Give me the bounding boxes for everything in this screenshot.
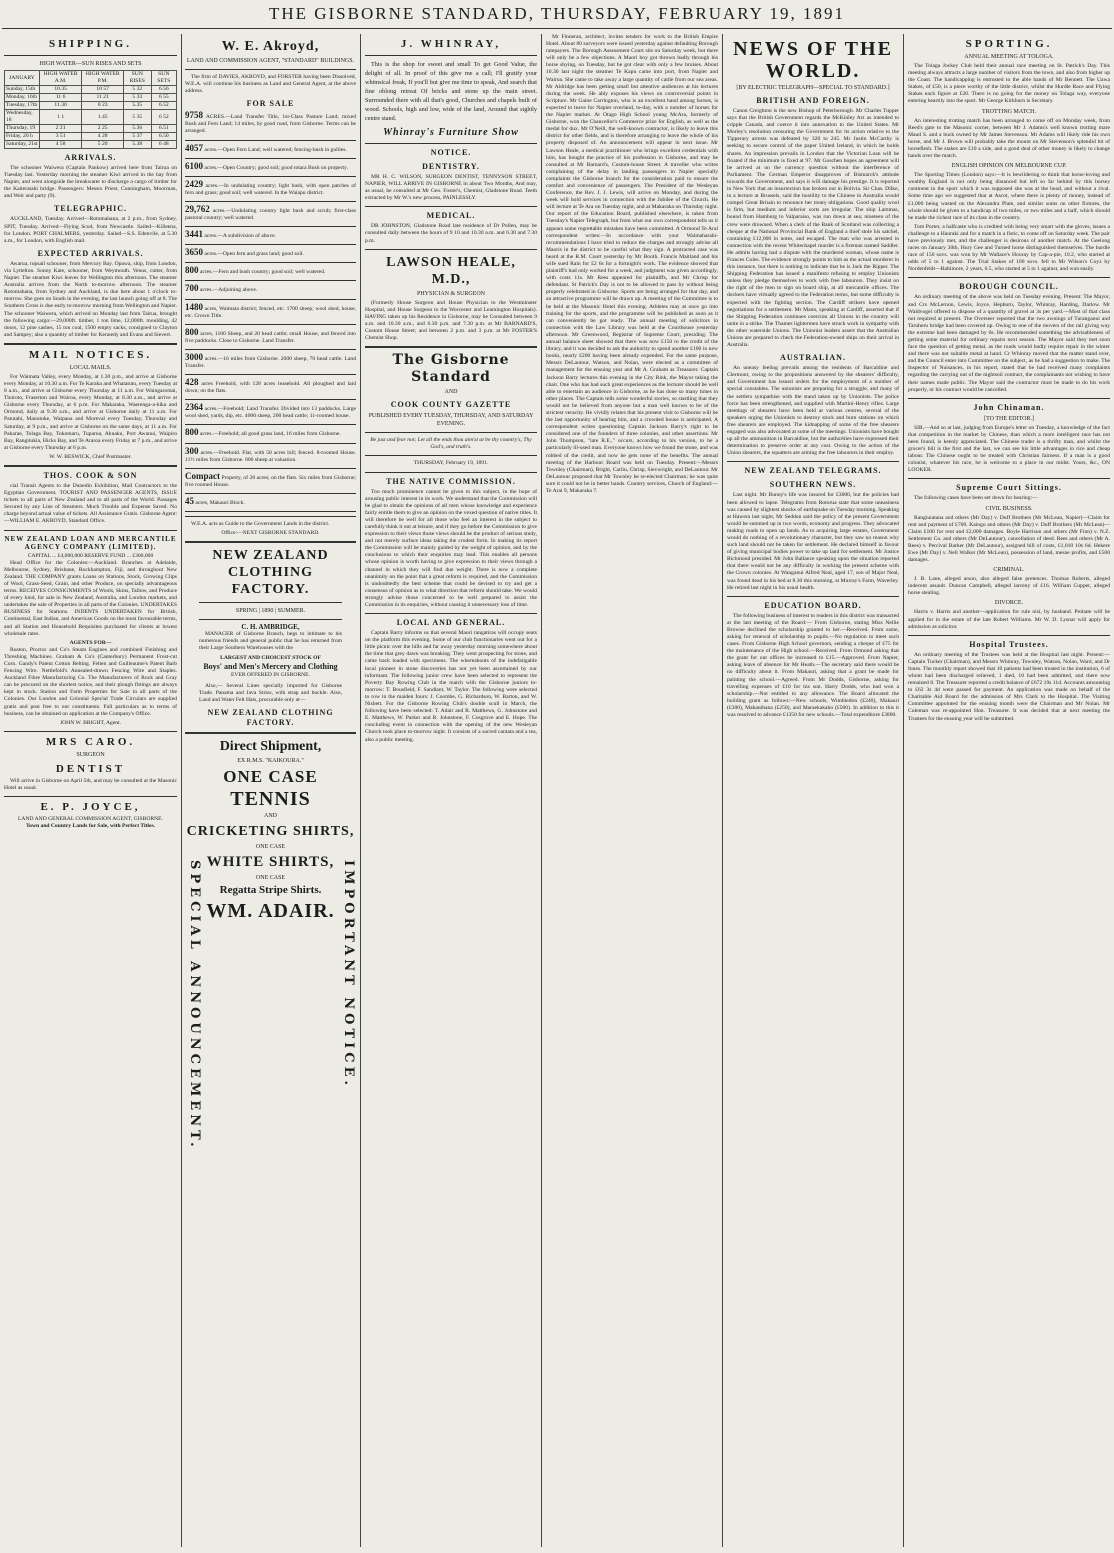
- land-lot-acres: 3650: [185, 247, 203, 258]
- land-lot-rule: [185, 140, 356, 141]
- land-lot: [185, 231, 356, 240]
- land-lot: [185, 112, 356, 135]
- english-opinion-heading: ENGLISH OPINION ON MELBOURNE CUP.: [951, 163, 1067, 170]
- tide-cell: 11 6: [39, 94, 82, 102]
- land-lot: [185, 429, 356, 438]
- supreme-court-heading: Supreme Court Sittings.: [956, 483, 1062, 493]
- southern-news-text: Last night. Mr Bunny's life was insured for £3000, but the policies had been allowed to lapse. Telegrams from Rotorua state that some uneasiness was caused by slightest shocks of earthquake on Tuesday morning. Speaking at Hawera last night, Mr Seddon said the policy of the present Government would be summed up in two words, economy and progress. They advocated making roads to open up lands. As to acquiring large estates, Government would do nothing of a revolutionary character, but they saw no reason why such land should not be taken for settlement. He declared himself in favour of giving municipal bodies power to take up land for settlement. Mr Justice Richmond presided. Mr John Ballance speaking upon the situation reported that there would not be any difficulty in working the present scheme with the Crown colonies. At Wanganui Alfred Neal, aged 17, son of Major Neal, was found dead in his bed at 8.30 this morning, at Murray's Farm, Waverley. He retired last night in his usual health.: [727, 492, 899, 591]
- land-lot-rule: [185, 443, 356, 444]
- tide-cell: 2 21: [39, 125, 82, 133]
- dentistry-heading: DENTISTRY.: [422, 162, 480, 171]
- australian-heading: AUSTRALIAN.: [780, 353, 846, 363]
- column-news: [727, 34, 899, 1547]
- mail-signature: W. W. BESWICK, Chief Postmaster.: [49, 453, 132, 460]
- expected-text: Awarua, topsail schooner, from Mercury Bay. Opawa, ship, from London, via Lyttelton. Sonny Kate, schooner, from Weymouth. Venus, cutter, from Napier. The steamer Kiwi leaves for Wellington this afternoon. The steamer Australia arrives from the North to-morrow afternoon. The steamer Rotomahana, from Sydney and Auckland, is due here about 1 o'clock to-morrow. She goes on South in the evening, the last launch going off at 8. The Southern Cross is due early to-morrow morning from Wellington and Napier. The schooner Waiwera, which arrived on Monday last from Tairua, brought the following cargo:—29,000ft. timber, 1 ton lime, 12,000ft. moulding, 42 doors, 12 pine sashes, 15 ton coal, 1500 empty sacks, consigned to Clayton and Sampey; also a quantity of timber for Kennedy and Evans and Sievert.: [4, 260, 177, 338]
- education-board-text: The following business of interest to readers in this district was transacted at the last meeting of the Board:— From Gisborne, stating Miss Nellie Browne declined the scholarship granted to her.—Received. From same, asking for renewal of scholarship to pupils.—No regulation to meet such cases. From Gisborne High School governors, sending a cheque of £75 for the maintenance of the High school.—Received. From Ormond asking that the grant for out offices be increased to £15.—Approved. From Napier, asking leave of absence for Mr Heath.—The secretary said there would be no difficulty about it. From Makauri, asking that a grant be made for painting the school.—Agreed. From Mr Dodds, Gisborne, asking for travelling expenses of £10 for his son. Harry Dodds, who had won a scholarship.—Not entitled to any allowance. The Board allocated the building grant as follows:—New schools, Wimbledon (£240), Makauri (£300), Mahanihana (£250), and Maraekakaho (£500). In addition to this it was resolved to advance £1350 for new schools.—Total expenditure £3800.: [727, 612, 899, 719]
- local-general-text: Captain Barry informs us that several Maori rangatiras will occupy seats on the platform this evening. Some of our club functionaries went out for a little picnic over the hills and far away yesterday morning somewhere about the time that grey dawn was breaking. They went prospecting for stone, and came back loaded with specimens. The whereabouts of the indefatigable local pioneer in stone discoveries has not yet been ascertained by our informant. The following junior crew have been selected to represent the Poverty Bay Rowing Club in the match with the Gisborne juniors to-morrow: T. Bousfield, F. Sandlant, W. Taylor. The following were selected to row in the maiden fours: J. Coombe, G. Richardson, W. Barton, and W. Nisbett. For the Gisborne Rowing Club's double scull in March, the following have been selected: T. Adair and R. Matthews, G. Johnstone and E. Matthews, W. Parker and R. Johnstone, F. Cosgrove and E. Hope. The concluding event in connection with the opening of the new Wesleyan Church took place to-morrow night. It consists of a sacred cantata and a tea, also a public meeting.: [365, 630, 537, 743]
- land-lot-acres: 2429: [185, 178, 203, 189]
- land-lot-text: acres, Makauri Block.: [195, 499, 245, 506]
- education-board-heading: EDUCATION BOARD.: [764, 600, 862, 610]
- tide-cell: Wednesday, 18: [5, 110, 40, 125]
- whinray-heading: J. WHINRAY,: [400, 38, 502, 50]
- column-local-notes: [546, 34, 718, 1547]
- tide-cell: Monday, 16th: [5, 94, 40, 102]
- telegraphic-heading: TELEGRAPHIC.: [53, 204, 128, 214]
- tide-cell: 5.35: [124, 102, 152, 110]
- land-lot-rule: [185, 374, 356, 375]
- supreme-court-intro: The following cases have been set down for hearing:—: [914, 495, 1038, 502]
- medical-heading: MEDICAL.: [426, 211, 476, 221]
- paper-subtitle: COOK COUNTY GAZETTE: [390, 400, 512, 410]
- tide-cell: 0 23: [82, 102, 124, 110]
- one-case-1: ONE CASE: [223, 767, 318, 787]
- clothing-manager: C. H. AMBRIDGE,: [241, 623, 300, 632]
- tide-cell: 1 1: [39, 110, 82, 125]
- mail-subheading: LOCAL MAILS.: [69, 364, 112, 371]
- tide-cell: 6.51: [151, 125, 176, 133]
- sporting-notes-text: Tom Porter, a halfcaste who is credited with being very smart with the gloves, issues a challenge to a Hauraki and for a match in a fistic, to come off on Saturday week. The pair have previously met, and the challenger is desirous of another match. At the Geelong races on January 30th, Hury Gee and Turned horse distinguished themselves. The hurdle race of 150 sovs. was won by Mr Wallace's Hooray by Cap-a-pie, 10.2, who started at odds of 5 to 1 against. The Trial Stakes of 100 sovs. fell to Mr Wilson's Coyz by Nordenfeldt—Baltimore, 2 years, 6.5, who started at 5 to 1 against, and won easily.: [908, 223, 1110, 273]
- adair-name: WM. ADAIR.: [206, 900, 335, 923]
- land-lot-text: acres, 1100 Sheep, and 20 head cattle; small House, and fenced into five paddocks. Close to Gisborne. Land Transfer.: [185, 330, 356, 344]
- tide-header-cell: HIGH WATER A.M.: [39, 71, 82, 86]
- tide-header-cell: JANUARY: [5, 71, 40, 86]
- land-lot: [185, 160, 356, 172]
- english-opinion-text: The Sporting Times (London) says:—It is bewildering to think that horse-loving and wealthy England is not only being distanced but left so far behind by this horsey continent in the sport which it was supposed she was at the head, and without a rival. Some time ago we suggested that at Ascot, where there is plenty of money, instead of £1,000 being wasted on the Alexandra Plate, and similar sums on other fixtures, the whole should be given to a handicap of two miles, or two miles and a half, which should be made the richest race of its class in the country.: [908, 172, 1110, 221]
- land-lot-rule: [185, 299, 356, 300]
- land-lot-text: acres.—In undulating country; light bush, with open patches of fern and grass; good soil; well watered. In the Waiapu district.: [185, 182, 356, 196]
- clothing-also: Also,— Several Lines specially imported for Gisborne Trade. Panama and Java Straw, with strap and buckle. Also, Land and Water Felt Hats, procurable only at—: [199, 682, 342, 703]
- tide-row: [5, 86, 177, 94]
- tide-row: [5, 133, 177, 141]
- paper-date: THURSDAY, February 19, 1891.: [413, 460, 489, 467]
- tide-cell: Tuesday, 17th: [5, 102, 40, 110]
- british-heading: BRITISH AND FOREIGN.: [756, 96, 870, 105]
- paper-and: AND: [444, 389, 458, 396]
- nzloan-capital: CAPITAL ... £4,000,000 RESERVE FUND ... £300,000: [27, 552, 154, 559]
- cook-text: cial Transit Agents to the Dunedin Exhibition, Mail Contractors to the Egyptian Government. TOURIST AND PASSENGER AGENTS, ISSUE tickets to all parts of New Zealand and to all parts of the World. Passages Secured by any Line of Steamers. Much Trouble and Expense Saved. No charge beyond actual value of tickets. All Assistance Gratis. Gisborne Agent:—WILLIAM E. AKROYD, Standard Office.: [4, 483, 177, 525]
- land-lot-text: acres.—Freehold; all good grass land, 16 miles from Gisborne.: [199, 431, 341, 438]
- tennis-label: TENNIS: [230, 788, 311, 811]
- tide-cell: Thursday, 19: [5, 125, 40, 133]
- land-lot: [185, 301, 356, 320]
- column-sporting: [908, 34, 1110, 1547]
- tide-cell: Sunday, 15th: [5, 86, 40, 94]
- native-commission-heading: THE NATIVE COMMISSION.: [386, 476, 516, 486]
- paper-motto: Be just and fear not; Let all the ends thou aim'st at be thy country's, Thy God's, and truth's.: [370, 437, 532, 451]
- tide-cell: 5 20: [82, 141, 124, 149]
- land-lot-text: acres.—Undulating country light bush and scrub; first-class pastoral country; well watered.: [185, 207, 356, 222]
- caro-text: Will arrive in Gisborne on April 5th, and may be consulted at the Masonic Hotel as usual.: [4, 777, 177, 791]
- arrivals-text: The schooner Waiwera (Captain Pankow) arrived here from Tairua on Tuesday last. Yesterday morning the steamer Kiwi arrived in the bay from Napier, and went alongside the breakwater to discharge a cargo of timber for the Kaiteratahi bridge. Passengers: Messrs Priest, Cunningham, Moorman, and Weir and party (9).: [4, 165, 177, 200]
- land-lot: [185, 142, 356, 154]
- land-lot-rule: [185, 262, 356, 263]
- land-lot-rule: [185, 158, 356, 159]
- nz-telegrams-heading: NEW ZEALAND TELEGRAMS.: [744, 466, 882, 476]
- direct-shipment-heading: Direct Shipment,: [219, 739, 322, 755]
- column-akroyd: [185, 34, 356, 1547]
- furniture-show: Whinray's Furniture Show: [383, 127, 519, 138]
- akroyd-subheading: LAND AND COMMISSION AGENT, "STANDARD" BUILDINGS.: [186, 58, 355, 64]
- nzloan-text: Head Office for the Colonies:—Auckland. Branches at Adelaide, Melbourne, Sydney, Brisbane, Rockhampton, Fiji, and throughout New Zealand. THE COMPANY grants Loans on Stations, Stock, Growing Clips of Wool, Grass-Seed, Grain, and other Produce, on specially advantageous terms. RECEIVES CONSIGNMENTS of Wools, Skins, Tallow, and Produce of every kind, for sale in New Zealand, Australia, and London markets, and undertakes the sale of Properties in all parts of the Colonies. UNDERTAKES BUSINESS for Stations. INDENTS UNDERTAKEN for British, Continental, East Indian, and American Goods on the most favourable terms, and all Station and Household Requisites purchased for clients at lowest wholesale rates.: [4, 559, 177, 637]
- australian-text: An uneasy feeling prevails among the residents of Barcaldine and Clermont, owing to the propositions answered by the shearers' difficulty, and Government has issued orders for the employment of a number of special constables. The unionists are preparing for a struggle, and many of the settlers sympathise with the stand taken up by Unionists. The police force has been strengthened, and supplied with Martini-Henry rifles. Large meetings of shearers have been held at various centres, several of the speakers urging the Unionists to destroy stock and burn stations on which free shearers are employed. The kidnapping of some of the free shearers engaged was also advocated at some of the meetings. Unionists have bought up all the ammunition in Barcaldine, but the authorities have expressed their determination to preserve order at any cost. Owing to the action of the Union shearers, the squatters are arming the free labourers in their employ.: [727, 365, 899, 457]
- tide-row: [5, 102, 177, 110]
- tide-cell: 6.52: [151, 102, 176, 110]
- tide-cell: 6.50: [151, 133, 176, 141]
- land-lot-acres: 3441: [185, 229, 203, 240]
- land-lot-acres: 29,762: [185, 203, 210, 214]
- special-announcement-vertical: SPECIAL ANNOUNCEMENT.: [187, 860, 202, 1151]
- masthead-title: THE GISBORNE STANDARD, THURSDAY, FEBRUARY 19, 1891: [268, 4, 846, 23]
- expected-heading: EXPECTED ARRIVALS.: [37, 248, 144, 258]
- mail-text: For Waimata Valley, every Monday, at 1.30 p.m., and arrive at Gisborne every Monday, at 10.30 a.m. For Te Karaka and Whatatutu, every Tuesday at 8 a.m., and arrive at Gisborne every Thursday at 11 a.m. For Waingaromai, Tiniroto, Fraserton and Wairoa, every Monday, at 8.30 a.m., and arrive at Gisborne every Thursday, at 6 p.m. For Makaraka, Waerenga-a-hika and Ormond, daily at 9.30 a.m., and arrive at Gisborne daily at 11 a.m. For Patutahi, Manutuke, Waipaoa and Moreval every Tuesday, Thursday and Saturday, at 9 p.m., and arrive at Gisborne on the same days, at 11 a.m. For Pakarae, Tolaga Bay, Tokomaru, Tuparoa, Akuaku, Port Awanui, Waipiro Bay, Rangitukia, Hicks Bay, and Te Araroa every Friday at 7 p.m., and arrive at Gisborne every Thursday at 6 p.m.: [4, 373, 177, 451]
- land-lot-text: acres.—Open Country; good soil; good totara Bush on property.: [204, 164, 348, 171]
- land-lot-acres: 800: [185, 265, 199, 276]
- trotting-heading: TROTTING MATCH.: [982, 108, 1036, 115]
- akroyd-office: Office:—NEXT GISBORNE STANDARD.: [221, 530, 320, 537]
- borough-council-text: An ordinary meeting of the above was held on Tuesday evening. Present: The Mayor, and Crs McLernon, Lewis, Joyce, Hepburn, Taylor, Whinray, Harding, Darlow. Mr Waldvogel offered to dispose of a quantity of gravel at 3s per yard.—Most of that class not required at present. The Overseer reported that the two awnings of Turanganui and Taruheru bridge had been covered up. Owing to one of the movers of the rail giving way the extreme had been damaged by 6s. He recommended something the advisableness of getting some material for ordinary repairs next season. The Mayor said they met soon face the question of getting metal, as the roads would badly require repair in the winter and there was not suitable metal at hand. Cr Whinray moved that the matter stand over, and the Council enter into Committee on the subject, as he had a suggestion to make. The Inspector of Nuisances, in his report, stated that he had received many complaints regarding the carrying out of the nightsoil contract, the complainants not wishing to have their names made public. The Mayor said the contractor must be made to do his work properly, or his contract would be cancelled.: [908, 294, 1110, 393]
- land-lot-text: acres.—16 miles from Gisborne. 2000 sheep, 70 head cattle. Land Transfer.: [185, 355, 356, 369]
- criminal-text: J. B. Lane, alleged arson, also alleged false pretences. Thomas Roberts, alleged indecent assault. Duncan Campbell, alleged larceny of £16. William Cupper, alleged horse stealing.: [908, 576, 1110, 597]
- land-lot-acres: 4057: [185, 142, 203, 153]
- arrivals-heading: ARRIVALS.: [64, 153, 117, 162]
- lawson-subheading: PHYSICIAN & SURGEON: [416, 290, 485, 297]
- land-lot: [185, 404, 356, 420]
- akroyd-intro: The firm of DAVIES, AKROYD, and FORSTER having been Dissolved, W.E.A. will continue his business as Land and General Agent, at the above address.: [185, 74, 356, 95]
- local-general-heading: LOCAL AND GENERAL.: [396, 618, 506, 628]
- notice-heading: NOTICE.: [430, 148, 472, 157]
- land-lot-text: acres.—Adjoining above.: [199, 287, 258, 294]
- land-lot: [185, 495, 356, 507]
- civil-business-heading: CIVIL BUSINESS.: [985, 505, 1033, 512]
- land-lot-rule: [185, 349, 356, 350]
- caro-subheading: SURGEON: [76, 751, 105, 758]
- one-case-2: ONE CASE: [255, 844, 286, 851]
- cricketing-shirts: CRICKETING SHIRTS,: [186, 824, 355, 840]
- wilson-text: MR H. C. WILSON, SURGEON DENTIST, TENNYSON STREET, NAPIER, WILL ARRIVE IN GISBORNE in about Two Months, And may, as usual, be consulted at Mr Geo. Foster's, Chemist, Gladstone Road. Teeth extracted by Mr W.'s new process, PAINLESSLY.: [365, 174, 537, 202]
- tide-cell: 6 52: [151, 110, 176, 125]
- tide-header-cell: HIGH WATER P.M.: [82, 71, 124, 86]
- land-lot-text: acres.—Open fern and grass land; good soil.: [204, 251, 304, 258]
- land-lot-acres: 3000: [185, 351, 203, 362]
- agents-text: Ruston, Proctor and Co's Steam Engines and combined Finishing and Threshing Machines. Graham & Co's (Canterbury) Permanent Frost-cut Corn. Gandy's Patent Cotton Belting. Felten and Guilleaume's Patent Barb Fencing Wire. Nettlefold's Annealed-drawn Fencing Wire and Staples. Auckland Fibre Manufacturing Co. The Manufacturers of Rock and Gray can be procured on the shortest notice, and their plough fittings are always kept in stock. Station and Farm Properties for Sale in all parts of the Colonies. Our London and Colonial Special Trade Circulars are supplied gratis and post free to our constituents. Full particulars as to terms of business, can be obtained on application at the Company's Office.: [4, 646, 177, 717]
- land-lot-rule: [185, 280, 356, 281]
- cook-heading: THOS. COOK & SON: [43, 471, 138, 480]
- land-lot: [185, 267, 356, 276]
- johnston-text: DR JOHNSTON, Gladstone Road late residence of Dr Pollen, may be consulted daily between the hours of 9 10 and 10.30 a.m. and 6.30 and 7.30 p.m.: [365, 223, 537, 244]
- land-lot: [185, 470, 356, 489]
- tide-cell: 4 58: [39, 141, 82, 149]
- tide-cell: Friday, 20 h: [5, 133, 40, 141]
- tide-cell: 6.56: [151, 86, 176, 94]
- agents-heading: AGENTS FOR—: [69, 639, 112, 646]
- joyce-text: LAND AND GENERAL COMMISSION AGENT, GISBORNE.: [18, 816, 163, 822]
- hospital-trustees-text: An ordinary meeting of the Trustees was held at the Hospital last night. Present:—Captain Tucker (Chairman), and Messrs Whinray, Townley, Watson, Nolan, Ward, and Dr Innes. The monthly report showed that 10 patients had been treated in the institution, 6 of whom had been discharged relieved, 1 died, 10 had been admitted, and there now remained 8. The Treasurer reported a credit balance of £672 19s 11d. Accounts amounting to £62 3s 4d were passed for payment. An application was made on behalf of the Charitable Aid Board for the admission of Mrs Clark to the Hospital. The Visiting Committee appointed for the ensuing month were the Chairman and Mr Nolan. Mr Coleman was re-appointed Hon. Treasurer. It was decided that at next meeting the Trustees for the ensuing year will be submitted.: [908, 651, 1110, 722]
- land-lot: [185, 379, 356, 395]
- southern-news-heading: SOUTHERN NEWS.: [769, 480, 857, 490]
- john-chinaman-sub: [TO THE EDITOR.]: [984, 415, 1034, 422]
- tide-cell: 11.30: [39, 102, 82, 110]
- land-lot: [185, 326, 356, 345]
- tide-row: [5, 125, 177, 133]
- tide-cell: 6 55: [151, 94, 176, 102]
- white-shirts: WHITE SHIRTS,: [206, 854, 335, 871]
- telegraphic-text: AUCKLAND, Tuesday. Arrived—Rotomahana, at 2 p.m., from Sydney. SPIT, Tuesday. Arrived—Flying Scud, from Newcastle. Sailed—Killeena, for London. PORT CHALMERS, yesterday. Sailed—S.S. Edenvile, at 5.30 a.m., for London, with English mail.: [4, 216, 177, 244]
- tide-row: [5, 141, 177, 149]
- column-rule: [722, 34, 723, 1547]
- mail-heading: MAIL NOTICES.: [28, 348, 153, 361]
- land-lot-text: acres.—Open Fern Land; well watered; fencing-bush in gullies.: [204, 146, 347, 153]
- land-lot-rule: [185, 424, 356, 425]
- land-lot-acres: 800: [185, 427, 199, 438]
- regatta-shirts: Regatta Stripe Shirts.: [219, 884, 322, 897]
- land-lot-rule: [185, 176, 356, 177]
- hospital-trustees-heading: Hospital Trustees.: [969, 639, 1049, 649]
- news-subheading: [BY ELECTRIC TELEGRAPH—SPECIAL TO STANDARD.]: [736, 85, 890, 91]
- tide-cell: 5.36: [124, 125, 152, 133]
- land-lot-acres: 700: [185, 283, 199, 294]
- tide-cell: 4 28: [82, 133, 124, 141]
- british-text: Canon Creighton is the new Bishop of Peterborough. Mr Charles Tupper says that the British Government regards the McKinley Act as intended to cripple Canada, and coerce it into annexation to the United States. Mr Morley's resolution censuring the Government for its action relative to the Tipperary arrests was defeated by 320 to 245. Mr Justin McCarthy is seeking to secure control of the paper United Ireland, in which he holds shares. An impression prevails in London that the Victorian Loan will be floated if the minimum is fixed at 97. Mr Goschen hopes an agreement will be arrived at on the currency question without the interference of Parliament. The German Emperor disapproves of Bismarck's attitude towards the Government, and says it will damage his prestige. It is reported in New York that an insurrection has broken out in Bolivia. Sir Chas. Dilke, in a lecture at Brussels, said the hostility to the Chinese in Australia would compel Great Britain to renounce her treaty obligations. Good quality wool is firm, but medium and inferior sorts are irregular. The ship Lammas, bound from Hamburg to Valparaiso, was run down at sea; nineteen of the crew were drowned. When a clerk of the Bank of Scotland was collecting a cheque at the National Provincial Bank of England a thief stole his satchel, containing £12,000 in notes, and escaped. The man who was arrested in connection with the recent Whitechapel murder is a fireman named Saddler. He admits having had a dispute with the murdered woman, whose name is Frances Coles. The evidence strongly points to him as the actual murderer in this instance, but there is nothing to indicate that he is Jack the Ripper. The Shipping Federation has issued a manifesto refusing to employ Unionists unless they pledge themselves to work with free labourers. They insist on the right of the men to sign on board ship, at all mercantile offices. The dockers have virtually agreed to the Federation terms, but some difficulty is expected with the fighting section. The Cardiff strikers have opened negotiations for a settlement. Mr Mann, speaking at Cardiff, asserted that if the Shipping Federation continues coercion all Unions in the country will unite in a strike. The Thames lightermen have struck work in sympathy with the other waterside Unions. The Unionist leaders assert that the Australian Unions are prepared to check the Federation-owned ships on their arrival in Australia.: [727, 108, 899, 349]
- whinray-verse: This is the shop for sweet and small To get Good Value, the delight of all. In proof of this give me a call; I'll gratify your whimsical freak, If you'll but give me time to speak, And search that fine oblong retreat Of bricks and stone up the main street. Surrounded there with all that's good, Churches and chapels built of wood. Schools, high and low, wide of the land, Around that sightly centre stand.: [365, 61, 537, 122]
- land-lot-rule: [185, 324, 356, 325]
- tide-cell: 5 32: [124, 86, 152, 94]
- caro-heading: MRS CARO.: [45, 735, 136, 748]
- land-lot-rule: [185, 226, 356, 227]
- land-lot: [185, 445, 356, 464]
- land-lot: [185, 249, 356, 258]
- one-case-3: ONE CASE: [255, 875, 286, 882]
- column-rule: [181, 34, 182, 1547]
- tide-cell: 5.38: [124, 141, 152, 149]
- column-whinray: [365, 34, 537, 1547]
- joyce-heading: E. P. JOYCE,: [40, 801, 141, 813]
- land-lot-acres: 9758: [185, 110, 203, 121]
- land-lot-acres: 1480: [185, 301, 203, 312]
- lawson-heading: LAWSON HEALE, M.D.,: [386, 254, 516, 287]
- tide-cell: 5 35: [124, 110, 152, 125]
- land-lot-text: acres.—Freehold. Flat, with 50 acres hill; fenced. 8-roomed House. 11½ miles from Gisborne. 600 sheep at valuation.: [185, 449, 356, 463]
- land-lot-acres: 6100: [185, 160, 203, 171]
- land-lots-list: [185, 112, 356, 512]
- john-chinaman-text: SIR,—And so at last, judging from Europe's letter on Tuesday, a knowledge of the fact that competition in the market by Chinese, than which a more intelligent race has not been found, is keenly appreciated. The Chinese trader is a thrifty man, and whilst the grocer's bill is the first and the last, we can see his little advantages in rice and cheap labour. The Chinese ought to be treated with Christian fairness. If a man is a good colonist, whatever his race, he is welcome to a place in our midst. Yours, &c., ON LOOKER.: [908, 424, 1110, 474]
- tide-heading: HIGH WATER—SUN RISES AND SETS: [39, 61, 142, 67]
- land-lot-acres: Compact: [185, 470, 220, 481]
- land-lot-acres: 300: [185, 445, 199, 456]
- clothing-stock: LARGEST AND CHOICEST STOCK OF: [220, 654, 321, 661]
- divorce-text: Harris v. Harris and another—application for rule nisi, by husband. Probate will be applied for in the estate of the late Robert Williams. Mr W. D. Lysnar will apply for admission as solicitor.: [908, 609, 1110, 630]
- tide-row: [5, 94, 177, 102]
- trotting-text: An interesting trotting match has been arranged to come off on Monday week, from Reed's gate to the Masonic corner, between Mr J. Adams's well known trotting mare Maud S. and a buck owned by Mr James Stevenson. Mr Adams will likely ride his own horse, and Mr J. Brown will probably take the mount on Mr Stevenson's splendid bit of horseflesh. The stakes are £10 a side, and a good deal of other money is likely to change hands over the match.: [908, 117, 1110, 160]
- joyce-foot: Town and Country Lands for Sale, with Perfect Titles.: [25, 823, 156, 830]
- column-rule: [360, 34, 361, 1547]
- lawson-text: (Formerly House Surgeon and House Physician to the Westminster Hospital, and House Surgeon to the Worcester and Leamington Hospitals). HAVING taken up his Residence in Gisborne, may be Consulted between 9 a.m. and 10.30 a.m., and 6.30 p.m. and 7.30 p.m. at Mr BARNARD'S, Custom House Street; and between 2 p.m. and 3 p.m. at Mr FOSTER'S Chemist Shop.: [365, 299, 537, 342]
- shipping-heading: SHIPPING.: [49, 38, 132, 50]
- land-lot-text: acres.—Freehold; Land Transfer. Divided into 13 paddocks. Large wool shed, yards, dip, etc. 4000 sheep, 200 head cattle; 11-roomed house.: [185, 406, 356, 420]
- tide-row: [5, 110, 177, 125]
- land-lot-text: acres.—Fern and bush country; good soil; well watered.: [199, 269, 326, 276]
- land-lot-rule: [185, 493, 356, 494]
- land-lot-text: acres.—A subdivision of above.: [204, 233, 277, 240]
- land-lot-acres: 428: [185, 377, 199, 388]
- land-lot-acres: 800: [185, 326, 199, 337]
- paper-title: The Gisborne Standard: [392, 352, 510, 386]
- clothing-text: MANAGER of Gisborne Branch, begs to intimate to his numerous friends and general public that he has returned from their Large Southern Warehouses with the: [199, 631, 342, 652]
- column-shipping: [4, 34, 177, 1547]
- land-lot: [185, 351, 356, 370]
- important-notice-vertical: IMPORTANT NOTICE.: [341, 860, 356, 1090]
- column-rule: [903, 34, 904, 1547]
- tide-cell: Saturday, 21st: [6, 141, 38, 147]
- tide-cell: 5 33: [124, 94, 152, 102]
- tolaga-heading: ANNUAL MEETING AT TOLOGA.: [964, 54, 1054, 60]
- caro-dentist: DENTIST: [55, 762, 126, 775]
- clothing-spring: SPRING | 1890 | SUMMER.: [235, 608, 306, 615]
- tide-cell: 1.45: [82, 110, 124, 125]
- tide-cell: 11 21: [82, 94, 124, 102]
- land-lot-acres: 45: [185, 495, 194, 506]
- forsale-heading: FOR SALE: [246, 99, 295, 109]
- tide-table: [4, 70, 177, 149]
- tolaga-text: The Tolaga Jockey Club held their annual race meeting on St. Patrick's Day. This meeting always attracts a large number of visitors from the town, and also from higher up the Coast. The handicapping is entrusted to the able hands of Mr Bennett. The Uawa Stakes, of £50, is a piece worthy of the little district, whilst the Hurdle Race and Flying Stakes each figure at £20. There is no going for the money on Tolaga way, everyone entering heartily into the sport. Mr George Kirkburn is Secretary.: [908, 63, 1110, 105]
- land-lot: [185, 203, 356, 222]
- tide-cell: 5 37: [124, 133, 152, 141]
- nzloan-heading: NEW ZEALAND LOAN AND MERCANTILE AGENCY COMPANY (LIMITED).: [4, 534, 177, 551]
- tide-cell: 10 57: [82, 86, 124, 94]
- land-lot-rule: [185, 399, 356, 400]
- land-lot-text: ACRES.—Land Transfer Title, 1st-Class Pasture Land; mixed Bush and Fern Land; 14 miles, by good road, from Gisborne. Terms can be arranged.: [185, 114, 356, 135]
- tide-cell: 3 51: [39, 133, 82, 141]
- land-lot-rule: [185, 511, 356, 512]
- land-lot: [185, 178, 356, 197]
- news-heading: NEWS OF THE WORLD.: [733, 38, 893, 82]
- clothing-heading: NEW ZEALAND CLOTHING FACTORY.: [212, 548, 329, 598]
- criminal-heading: CRIMINAL.: [993, 567, 1025, 574]
- land-lot: [185, 285, 356, 294]
- agents-signature: JOHN W. BRIGHT, Agent.: [59, 719, 122, 726]
- local-notes-text: Mr Finneran, architect, invites tenders for work to the British Empire Hotel. About 80 surveyors were issued yesterday against defaulting Borough ratepayers. The Borough Assessment Court sits on Saturday week, but there will only be a few objections. A Maori boy got thrown badly through his horse shying, on Tuesday, but he got clear with only a few bruises. About 10.30 last night the steamer Te Kapu came into port, from Napier and Wairoa. She came to take away a large quantity of cattle from our sea areas. Mr Aldridge has been getting small but attentive audiences at his lectures during the week. He ably exposes his views on controversial points in Scripture. Mr Gaine Carrington, who is an excellent hand among horses, is expected to leave for Napier overland, to-day, with a number of horses for the Napier market. At Otago High School young McAra, formerly of Gisborne, won the Chancellor's Commerce prize for English, as well as the medal for dux. Mr O'Neill, the well-known contractor, is likely to leave this district for other fields, and is therefore arranging to leave the whole of his property disposed of. An announcement will appear in next issue. Mr Lawson Heale, a medical practitioner who brings excellent credentials with him, has bought the practice of his profession in Gisborne, and may be consulted at Mr Barnard's, Custom-house Street. A traveller who writes complaining of the delay in landing passengers in Napier specially complaints the Gisborne branch for the consideration paid to ensure the comfort and convenience of passengers. The President of the Wesleyan Conference, the Rev. J. J. Lewis, will arrive on Monday, and during the week will hold services in connection with the Jubilee of the Church. He will lecture at Te Ara on Tuesday night, and at Makaraka on Thursday night. Our report of the Education Board, published elsewhere, is taken from Tuesday's Napier Telegraph, but from what our own correspondent tells us it appears some regrettable mistakes have been committed. A Ormond Te Aral correspondent writes:—In accordance with your Waimaharahi-recommendations I have tried to reduce the charges and strongly advise all Maoris in the district to be careful what they sign. A protracted case was heard at the R.M. Court yesterday by Mr Booth. Francis Maitland and his wife sued Rain for £2 6s for a fortnight's work. The evidence showed that plaintiff's had only worked for a week, and judgment was given accordingly, with costs 11s. Mr Rees appeared for plaintiffs, and Mr Chrisp for defendant. St Patrick's Day is not to be allowed to pass by without being properly celebrated in Gisborne. Sports are being arranged for that day, and an attractive programme will be drawn up. A meeting of the Committee is to be held at the Masonic Hotel this evening. Athletes may at once go into training for the sports, and the programme will be published as soon as it can conveniently be got ready. The annual meeting of solicitors in connection with the Law Library was held at the Courthouse yesterday afternoon. Mr Greenwood, Registrar of Supreme Court, presiding. The annual balance sheet showed that there was now £150 to the credit of the library, and it was decided to ask the authority to spend another £100 in new books, nearly £200 having been already expended. For the same purpose, Messrs DeLautour, Watson, and Nolan, were elected as a committee of management for the ensuing year and Mr A. Graham as Treasurer. Captain Jackson Barry lectures this evening in the City Rink, the Mayor taking the chair. One who has had such great experiences as the lecturer should be well able to entertain an audience in Gisborne, as he has done so many times in other places. The Captain tells some wonderful stories, so startling that they would not be believed from anyone but a man well known to be of the strictest veracity. He vividly relates that his present visit to Gisborne will be the last opportunity of hearing him, and a crowded house is anticipated. A correspondent writes questioning Captain Jackson Barry's right to be considered one of the founders of three colonies, and other assertions. Mr John Thompson, "late R.E.," occurs, according to his version, to be a particularly ill-used man. Everyone knows how we found the stone, and was robbed of the credit, and now he gets none of the benefits. The annual meeting of the Harbour Board was held on Tuesday. Present:—Messrs Townley (Chairman), Bright, Carlin, Chrisp, Sievwright, and DeLautour. Mr DeLautour proposed that Mr Townley be re-elected Chairman; he was quite sure it could not be in better hands. Country services, Church of England:—Te Arai 9, Makaraka 7.: [546, 34, 718, 494]
- land-lot-text: acres Freehold, with 128 acres leasehold. All ploughed and laid down; on the flats.: [185, 381, 356, 395]
- column-rule: [541, 34, 542, 1547]
- land-lot-text: Property, of 28 acres; on the flats. Six miles from Gisborne; five roomed House.: [185, 474, 356, 488]
- land-lot-rule: [185, 244, 356, 245]
- land-lot-rule: [185, 468, 356, 469]
- paper-publication: PUBLISHED EVERY TUESDAY, THURSDAY, AND SATURDAY EVENING.: [368, 413, 534, 428]
- land-lot-acres: 2364: [185, 402, 203, 413]
- land-lot-rule: [185, 201, 356, 202]
- divorce-heading: DIVORCE.: [994, 600, 1024, 607]
- masthead-rule: [2, 28, 1112, 29]
- akroyd-note: W.E.A. acts as Guide to the Government Lands in the district.: [191, 521, 330, 527]
- clothing-ever: EVER OFFERED IN GISBORNE.: [231, 671, 310, 678]
- clothing-foot: NEW ZEALAND CLOTHING FACTORY.: [207, 708, 334, 728]
- borough-council-heading: BOROUGH COUNCIL.: [959, 282, 1059, 292]
- tide-cell: 6 48: [151, 141, 176, 149]
- clothing-boys: Boys' and Men's Mercery and Clothing: [203, 661, 338, 671]
- sporting-heading: SPORTING.: [965, 38, 1053, 50]
- civil-business-text: Rangiuiatana and others (Mr Day) v. Duff Brothers (Mr McLean, Napier)—Claim for rent and payment of £700. Kaingo and others (Mr Day) v. Duff Brothers (Mr McLean)—Claim £100 for rent and £2,000 damages. Boyle Harrison and others (Mr Finn) v. N.Z. Settlement Co. and others (Mr DeLautour), cancellation of deed. Rees and others (Mr A. Rees) v. Percival Barker (Mr DeLautour), assigned bill of costs, £1,010 10s 6d. Hekere Ewe (Mr Day) v. Nell Walker (Mr McLean), possession of land, mesne profits, and £500 damages.: [908, 514, 1110, 564]
- akroyd-heading: W. E. Akroyd,: [221, 39, 320, 54]
- tide-header-cell: SUN SETS: [151, 71, 176, 86]
- tide-cell: 2 25: [82, 125, 124, 133]
- land-lot-text: acres, Waimata district; fenced, etc. 1700 sheep; wool shed, house, etc. Crown Title.: [185, 305, 356, 319]
- john-chinaman-heading: John Chinaman.: [973, 402, 1045, 412]
- and-label: AND: [264, 813, 277, 820]
- native-commission-text: Too much prominence cannot be given to this subject, in the hope of arousing public interest in its work. We understand that the Commission will be glad to obtain the opinions of all men whose knowledge and experience fairly entitle them to give an opinion on the vexed question of native titles. It will therefore be well for all those who feel an interest in the subject to carefully think it out at leisure, and if they go before the Commission to give expression to their views those views should be the product of serious study, and not merely surface ideas taking the crudest form. In making its report the Commission will be mainly guided by the weight of opinion, and by the conclusions to which their enquiries may lead. This enables all persons whose opinion is worth having to give expression to their views through a channel in which they will find due weight. There is now a complete unanimity on the point that a great reform is required, and the Commission is undoubtedly the best scheme that could be devised to try and get a consensus of opinion as to what direction that reform should take. We would strongly advise those concerned to be well prepared to assist the Commission in its enquiries, without causing it unnecessary loss of time.: [365, 488, 537, 608]
- tide-cell: 10.35: [39, 86, 82, 94]
- direct-shipment-sub: EX R.M.S. "KAIKOURA.": [237, 758, 304, 765]
- tide-header-cell: SUN RISES: [124, 71, 152, 86]
